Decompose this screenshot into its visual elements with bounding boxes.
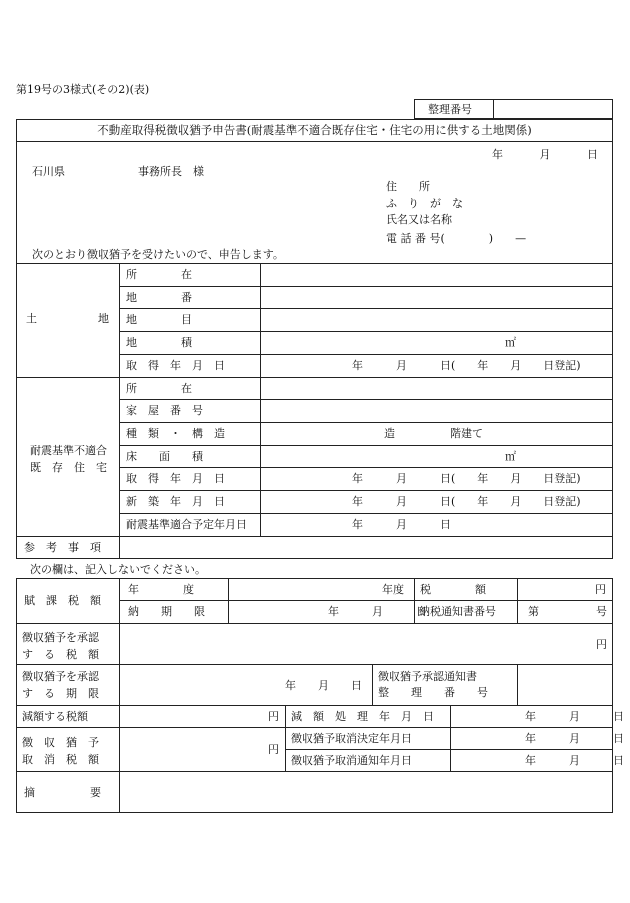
house-row-label: 取 得 年 月 日 — [126, 472, 225, 485]
house-row-label: 新 築 年 月 日 — [126, 495, 225, 508]
land-section-label: 土 地 — [26, 312, 109, 325]
cancellation-decision-label: 徴収猶予取消決定年月日 — [291, 732, 412, 745]
cancellation-notice-date: 年 月 日 — [525, 754, 624, 767]
cancelled-tax-label: 徴 収 猶 予 取 消 税 額 — [22, 736, 99, 766]
land-row-value[interactable]: 年 月 日( 年 月 日登記) — [352, 359, 581, 372]
name-label: 氏名又は名称 — [386, 213, 452, 226]
house-row-value[interactable]: ㎡ — [505, 450, 516, 463]
fiscal-year-value: 年度 — [382, 583, 404, 596]
tax-amount-label: 税 額 — [420, 583, 486, 596]
reference-number-field[interactable] — [496, 101, 610, 117]
furigana-label: ふ り が な — [386, 197, 463, 210]
reduced-tax-yen: 円 — [268, 710, 279, 723]
cancelled-tax-yen: 円 — [268, 743, 279, 756]
application-statement: 次のとおり徴収猶予を受けたいので、申告します。 — [32, 248, 284, 261]
cancellation-decision-date: 年 月 日 — [525, 732, 624, 745]
house-row-label: 床 面 積 — [126, 450, 203, 463]
land-row-label: 地 目 — [126, 313, 192, 326]
remarks-field[interactable] — [122, 538, 610, 557]
house-row-value[interactable]: 年 月 日 — [352, 518, 451, 531]
house-row-value[interactable]: 年 月 日( 年 月 日登記) — [352, 495, 581, 508]
tax-amount-yen: 円 — [595, 583, 606, 596]
house-row-label: 耐震基準適合予定年月日 — [126, 518, 247, 531]
approved-period-label: 徴収猶予を承認 す る 期 限 — [22, 670, 99, 700]
approved-tax-amount-label: 徴収猶予を承認 す る 税 額 — [22, 631, 99, 661]
land-row-label: 地 積 — [126, 336, 192, 349]
reduction-date-value: 年 月 日 — [525, 710, 624, 723]
cancellation-notice-label: 徴収猶予取消通知年月日 — [291, 754, 412, 767]
addressee-prefecture: 石川県 — [32, 165, 65, 178]
application-date[interactable]: 年 月 日 — [492, 148, 598, 161]
house-row-value[interactable]: 造 階建て — [384, 427, 483, 440]
reduced-tax-label: 減額する税額 — [22, 710, 88, 723]
tax-notice-dai: 第 — [528, 605, 539, 618]
land-row-label: 所 在 — [126, 268, 192, 281]
form-title: 不動産取得税徴収猶予申告書(耐震基準不適合既存住宅・住宅の用に供する土地関係) — [97, 123, 532, 137]
name-field[interactable] — [470, 210, 605, 226]
land-row-label: 取 得 年 月 日 — [126, 359, 225, 372]
approved-period-value: 年 月 日 — [285, 679, 362, 692]
approved-tax-yen: 円 — [596, 638, 607, 651]
address-field[interactable] — [470, 178, 605, 194]
tax-notice-number-label: 納税通知書番号 — [419, 605, 496, 618]
due-date-value: 年 月 日 — [328, 605, 427, 618]
office-use-frame — [16, 578, 613, 813]
assessed-tax-label: 賦 課 税 額 — [24, 594, 101, 607]
house-row-value[interactable]: 年 月 日( 年 月 日登記) — [352, 472, 581, 485]
summary-label: 摘 要 — [24, 786, 101, 799]
remarks-label: 参 考 事 項 — [24, 541, 101, 554]
office-chief: 事務所長 様 — [138, 165, 204, 178]
reduction-date-label: 減 額 処 理 年 月 日 — [291, 710, 434, 723]
fiscal-year-label: 年 度 — [128, 583, 194, 596]
phone-label: 電 話 番 号( ) — — [386, 232, 527, 245]
tax-notice-go: 号 — [596, 605, 607, 618]
land-row-label: 地 番 — [126, 291, 192, 304]
land-row-value[interactable]: ㎡ — [505, 336, 516, 349]
house-section-label: 耐震基準不適合 既 存 住 宅 — [30, 444, 107, 474]
house-row-label: 所 在 — [126, 382, 192, 395]
office-use-notice: 次の欄は、記入しないでください。 — [30, 563, 206, 576]
reference-number-label: 整理番号 — [428, 103, 472, 116]
address-label: 住 所 — [386, 180, 430, 193]
approval-notice-number-label: 徴収猶予承認通知書 整 理 番 号 — [378, 670, 488, 699]
form-number-label: 第19号の3様式(その2)(表) — [16, 83, 150, 96]
house-row-label: 種 類 ・ 構 造 — [126, 427, 225, 440]
due-date-label: 納 期 限 — [128, 605, 205, 618]
house-row-label: 家 屋 番 号 — [126, 404, 203, 417]
